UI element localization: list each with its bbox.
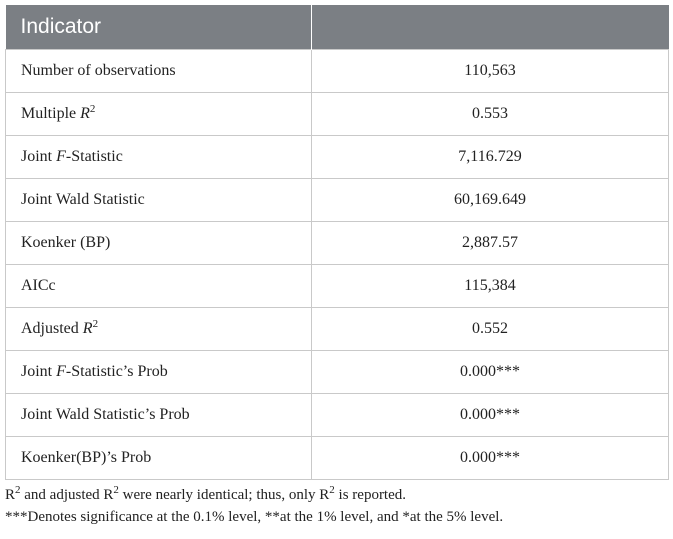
table-row: [6, 92, 669, 135]
table-row: [6, 49, 669, 92]
row-label: Joint F-Statistic’s Prob: [6, 350, 312, 393]
row-label: Adjusted $R^2$: [6, 307, 312, 350]
row-value: 110,563: [312, 49, 669, 92]
row-label: Joint Wald Statistic’s Prob: [6, 393, 312, 436]
row-label: Joint F-Statistic: [6, 135, 312, 178]
table-row: [6, 350, 669, 393]
table-row: [6, 135, 669, 178]
table-header-row: [6, 5, 669, 49]
row-label: Joint Wald Statistic: [6, 178, 312, 221]
table-row: [6, 436, 669, 479]
row-value: 0.553: [312, 92, 669, 135]
table-footnotes: [5, 484, 668, 528]
table-row: [6, 307, 669, 350]
regression-diagnostics-table: [5, 5, 669, 480]
footnote-r-squared: $R^2$ and adjusted $R^2$ were nearly identical; thus, only $R^2$ is reported.: [5, 484, 407, 503]
row-value: 115,384: [312, 264, 669, 307]
row-label: Number of observations: [6, 49, 312, 92]
row-label: Koenker (BP): [6, 221, 312, 264]
row-label: Koenker(BP)’s Prob: [6, 436, 312, 479]
footnote-significance: ***Denotes significance at the 0.1% level, **at the 1% level, and *at the 5% level.: [5, 509, 504, 525]
table-row: [6, 178, 669, 221]
table-row: [6, 221, 669, 264]
header-value: [312, 5, 669, 49]
row-label: Multiple $R^2$: [6, 92, 312, 135]
row-value: 7,116.729: [312, 135, 669, 178]
table-row: [6, 264, 669, 307]
row-value: 0.552: [312, 307, 669, 350]
results-table-container: [5, 5, 668, 480]
row-label: AICc: [6, 264, 312, 307]
header-indicator: Indicator: [6, 5, 312, 49]
row-value: 0.000***: [312, 436, 669, 479]
row-value: 2,887.57: [312, 221, 669, 264]
row-value: 0.000***: [312, 393, 669, 436]
table-row: [6, 393, 669, 436]
row-value: 0.000***: [312, 350, 669, 393]
row-value: 60,169.649: [312, 178, 669, 221]
